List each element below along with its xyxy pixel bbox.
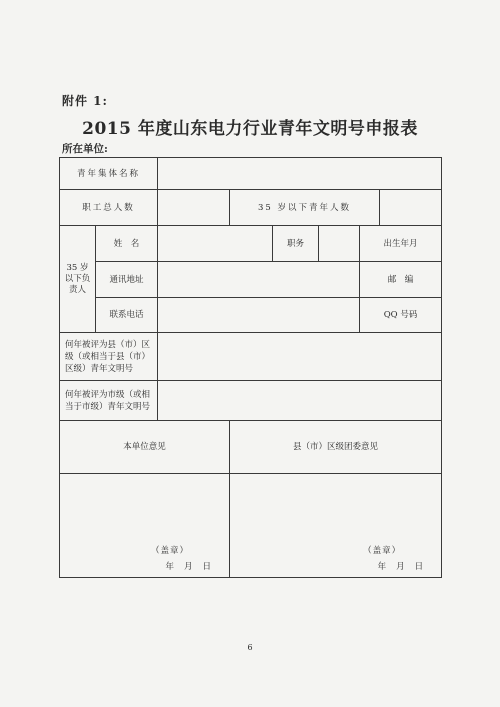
youth-count-label: 35 岁以下青年人数 — [230, 190, 380, 226]
leader-section-label: 35 岁以下负责人 — [60, 226, 96, 333]
unit-opinion-label: 本单位意见 — [60, 421, 230, 474]
date-left: 年月日 — [165, 562, 222, 572]
name-label: 姓 名 — [96, 226, 158, 262]
county-award-field[interactable] — [158, 333, 442, 381]
county-award-label: 何年被评为县（市）区级（或相当于县（市）区级）青年文明号 — [60, 333, 158, 381]
address-label: 通讯地址 — [96, 262, 158, 298]
county-committee-opinion-label: 县（市）区级团委意见 — [230, 421, 442, 474]
total-staff-field[interactable] — [158, 190, 230, 226]
qq-label: QQ 号码 — [360, 298, 442, 333]
phone-field[interactable] — [158, 298, 360, 333]
address-field[interactable] — [158, 262, 360, 298]
county-committee-signature-area[interactable] — [230, 474, 442, 578]
phone-label: 联系电话 — [96, 298, 158, 333]
attachment-label: 附件 1: — [62, 94, 108, 108]
position-field[interactable] — [319, 226, 360, 262]
seal-left: （盖章） — [151, 546, 190, 556]
birth-label: 出生年月 — [360, 226, 442, 262]
document-title: 2015 年度山东电力行业青年文明号申报表 — [82, 119, 418, 139]
city-award-field[interactable] — [158, 381, 442, 421]
group-name-label: 青年集体名称 — [60, 158, 158, 190]
unit-label: 所在单位: — [62, 143, 108, 155]
group-name-field[interactable] — [158, 158, 442, 190]
page-number: 6 — [247, 643, 253, 652]
seal-right: （盖章） — [363, 546, 402, 556]
name-field[interactable] — [158, 226, 273, 262]
date-right: 年月日 — [377, 562, 434, 572]
postcode-label: 邮 编 — [360, 262, 442, 298]
city-award-label: 何年被评为市级（或相当于市级）青年文明号 — [60, 381, 158, 421]
youth-count-field[interactable] — [380, 190, 442, 226]
position-label: 职务 — [273, 226, 319, 262]
total-staff-label: 职工总人数 — [60, 190, 158, 226]
unit-opinion-signature-area[interactable] — [60, 474, 230, 578]
application-form-table — [59, 157, 442, 578]
